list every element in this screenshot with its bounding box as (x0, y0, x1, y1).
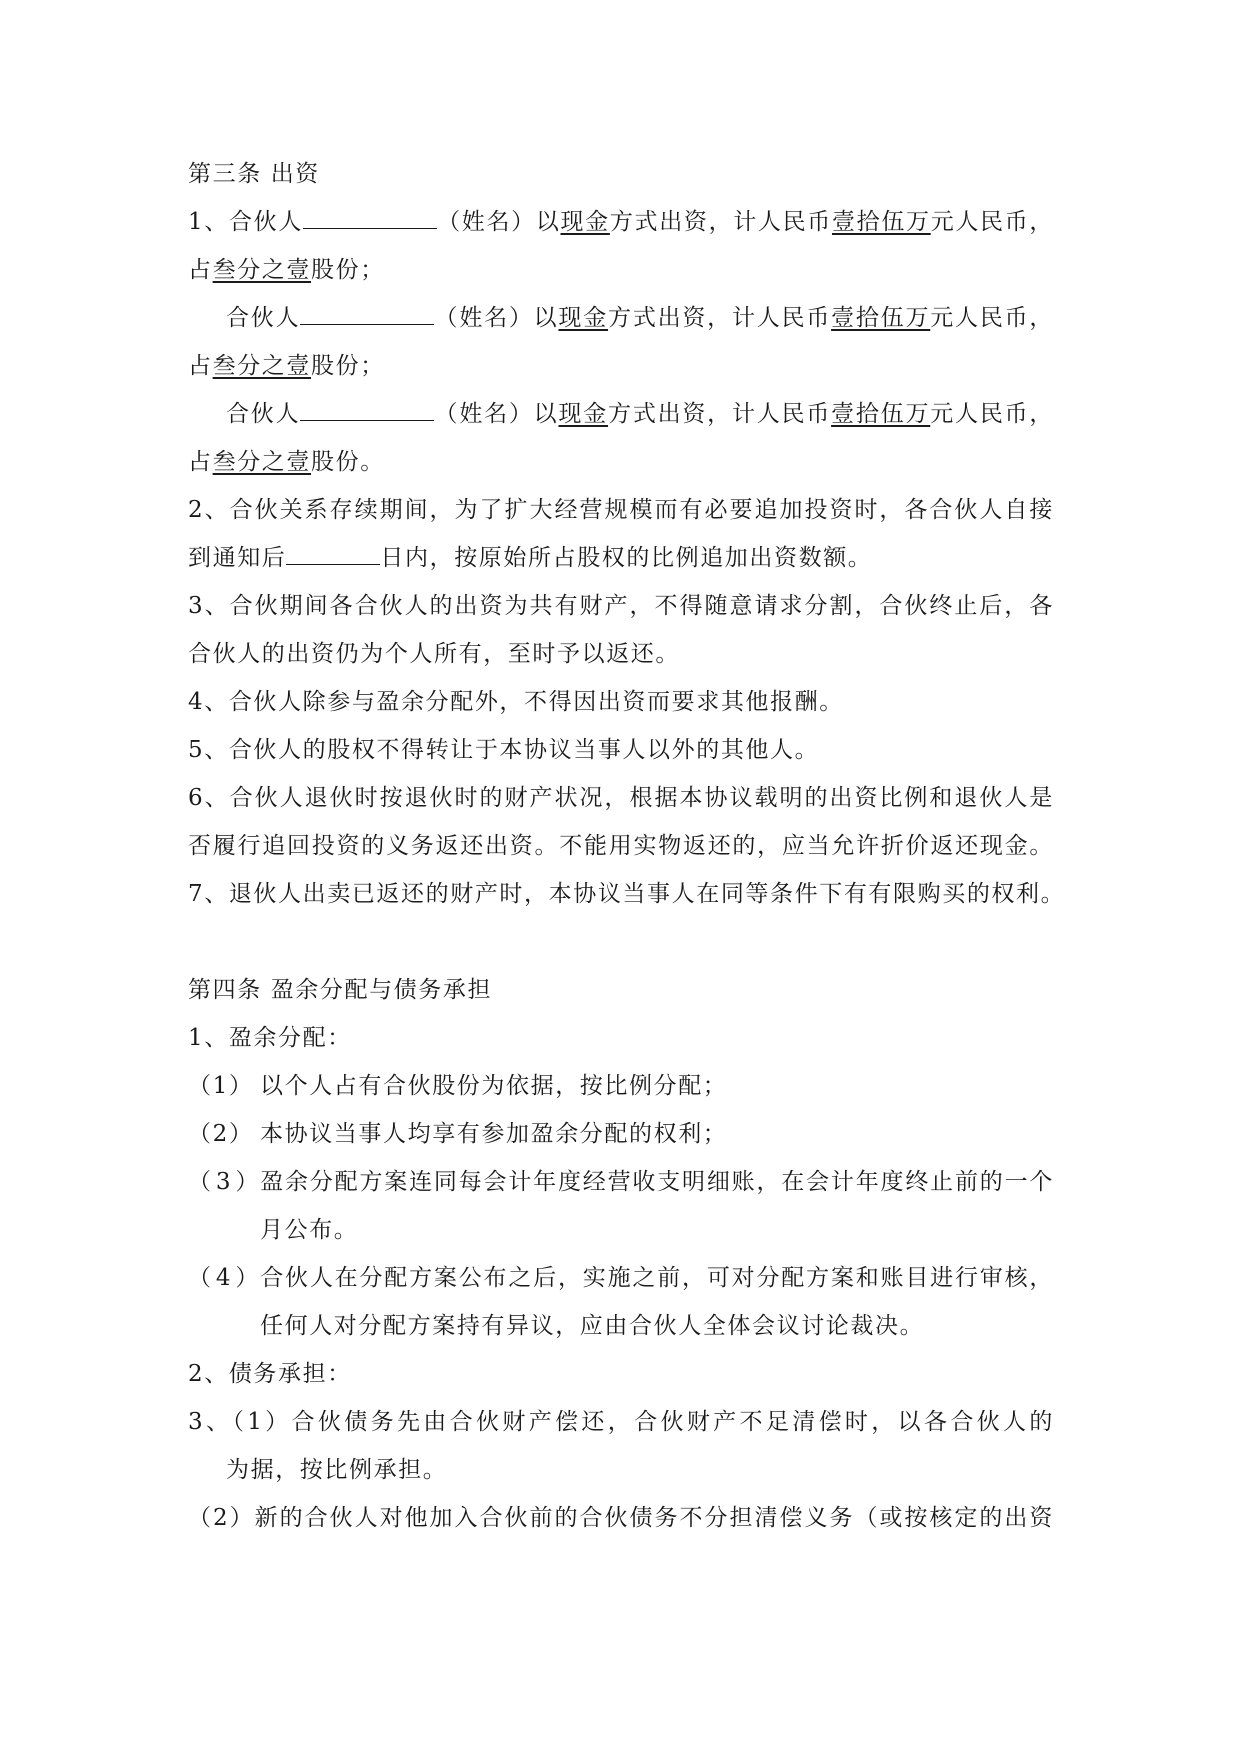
clause-text: 股份； (311, 257, 385, 283)
item-number: （2） (188, 1121, 254, 1147)
article-3-clause-6-line-1: 6、合伙人退伙时按退伙时的财产状况，根据本协议载明的出资比例和退伙人是 (188, 785, 1054, 811)
clause-text: 股份； (311, 353, 385, 379)
contribution-method: 现金 (558, 401, 609, 427)
profit-item-3-line-1 (188, 1158, 1054, 1206)
profit-item-1 (188, 1062, 1054, 1110)
clause-text: （姓名）以 (437, 209, 561, 235)
article-4-clause-2: 2、债务承担： (188, 1361, 352, 1387)
clause-text: （姓名）以 (434, 401, 559, 427)
article-3-clause-1-partner-1 (188, 198, 1054, 246)
item-number: （1） (188, 1073, 254, 1099)
clause-text: 1、合伙人 (188, 209, 304, 235)
clause-text: 到通知后 (188, 545, 287, 571)
clause-text: 日内，按原始所占股权的比例追加出资数额。 (380, 545, 873, 571)
article-3-clause-7: 7、退伙人出卖已返还的财产时，本协议当事人在同等条件下有有限购买的权利。 (188, 881, 1066, 907)
share-ratio: 叁分之壹 (212, 257, 312, 283)
item-number: （4） (188, 1265, 260, 1291)
contribution-amount: 壹拾伍万 (831, 305, 931, 331)
article-4-title: 第四条 盈余分配与债务承担 (188, 977, 493, 1003)
clause-text: 占 (188, 353, 213, 379)
contribution-amount: 壹拾伍万 (831, 401, 931, 427)
article-4-clause-3-line-2: 为据，按比例承担。 (226, 1457, 448, 1483)
article-4-clause-1: 1、盈余分配： (188, 1025, 352, 1051)
partner-name-blank[interactable] (303, 206, 437, 229)
article-4-clause-3-line-1: 3、（1）合伙债务先由合伙财产偿还，合伙财产不足清偿时，以各合伙人的 (188, 1409, 1054, 1435)
article-3-clause-3-line-2: 合伙人的出资仍为个人所有，至时予以返还。 (188, 641, 680, 667)
partner-name-blank[interactable] (300, 302, 434, 325)
article-3-clause-5: 5、合伙人的股权不得转让于本协议当事人以外的其他人。 (188, 737, 820, 763)
clause-text: 合伙人 (226, 401, 301, 427)
clause-text: 股份。 (311, 449, 385, 475)
article-3-clause-2-line-1: 2、合伙关系存续期间，为了扩大经营规模而有必要追加投资时，各合伙人自接 (188, 497, 1054, 523)
profit-item-4-line-2: 任何人对分配方案持有异议，应由合伙人全体会议讨论裁决。 (260, 1313, 925, 1339)
profit-item-2 (188, 1110, 1054, 1158)
clause-text: 合伙人 (226, 305, 301, 331)
contribution-method: 现金 (560, 209, 610, 235)
share-ratio: 叁分之壹 (212, 449, 312, 475)
article-3-clause-3-line-1: 3、合伙期间各合伙人的出资为共有财产，不得随意请求分割，合伙终止后，各 (188, 593, 1054, 619)
item-text: 盈余分配方案连同每会计年度经营收支明细账，在会计年度终止前的一个 (260, 1169, 1054, 1195)
profit-item-4-line-1 (188, 1254, 1054, 1302)
profit-item-3-line-2: 月公布。 (260, 1217, 359, 1243)
clause-text: 元人民币， (930, 401, 1054, 427)
clause-text: 元人民币， (930, 209, 1054, 235)
article-4-clause-3-item-2: （2）新的合伙人对他加入合伙前的合伙债务不分担清偿义务（或按核定的出资 (188, 1505, 1054, 1531)
clause-text: 方式出资，计人民币 (609, 209, 832, 235)
item-text: 本协议当事人均享有参加盈余分配的权利； (260, 1121, 728, 1147)
article-3-clause-1-share-1 (188, 246, 1054, 294)
contribution-method: 现金 (558, 305, 609, 331)
item-number: （3） (188, 1169, 260, 1195)
share-ratio: 叁分之壹 (212, 353, 312, 379)
article-3-clause-6-line-2: 否履行追回投资的义务返还出资。不能用实物返还的，应当允许折价返还现金。 (188, 833, 1054, 859)
article-3-clause-4: 4、合伙人除参与盈余分配外，不得因出资而要求其他报酬。 (188, 689, 844, 715)
days-blank[interactable] (286, 542, 380, 565)
article-3-title: 第三条 出资 (188, 161, 320, 187)
article-3-clause-1-partner-3 (188, 390, 1054, 438)
clause-text: 元人民币， (930, 305, 1054, 331)
section-spacer (188, 918, 1054, 966)
item-text: 合伙人在分配方案公布之后，实施之前，可对分配方案和账目进行审核， (260, 1265, 1054, 1291)
clause-text: 方式出资，计人民币 (608, 305, 832, 331)
clause-text: （姓名）以 (434, 305, 559, 331)
article-3-clause-1-share-2 (188, 342, 1054, 390)
clause-text: 方式出资，计人民币 (608, 401, 832, 427)
article-3-clause-1-share-3 (188, 438, 1054, 486)
clause-text: 占 (188, 449, 213, 475)
contribution-amount: 壹拾伍万 (831, 209, 931, 235)
article-3-clause-2-line-2 (188, 534, 1054, 582)
document-body (188, 150, 1066, 1542)
clause-text: 占 (188, 257, 213, 283)
article-3-clause-1-partner-2 (188, 294, 1054, 342)
partner-name-blank[interactable] (300, 398, 434, 421)
item-text: 以个人占有合伙股份为依据，按比例分配； (260, 1073, 728, 1099)
